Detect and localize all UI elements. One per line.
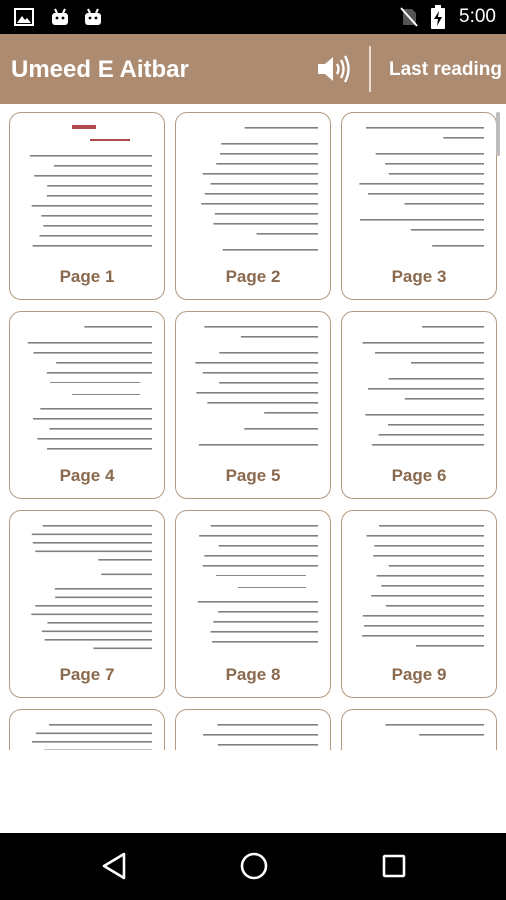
page-card[interactable] <box>175 311 331 499</box>
page-thumbnail-text <box>10 312 165 462</box>
page-thumbnail-text <box>342 511 497 661</box>
recents-icon[interactable] <box>381 851 407 881</box>
page-grid[interactable] <box>0 104 506 750</box>
page-thumbnail-text <box>176 113 331 263</box>
page-card[interactable] <box>9 709 165 750</box>
no-sim-icon <box>400 7 418 27</box>
page-label: Page 6 <box>391 466 447 485</box>
last-reading-button[interactable]: Last reading <box>389 59 502 80</box>
page-thumbnail-text <box>10 113 165 263</box>
page-card[interactable] <box>341 709 497 750</box>
page-thumbnail-text <box>176 511 331 661</box>
page-label: Page 4 <box>59 466 115 485</box>
android-notification-icon <box>50 7 70 27</box>
page-thumbnail-text <box>176 312 331 462</box>
page-card[interactable] <box>175 510 331 698</box>
page-label: Page 8 <box>225 665 281 684</box>
status-time: 5:00 <box>459 6 496 27</box>
page-thumbnail-text <box>342 113 497 263</box>
home-icon[interactable] <box>239 851 269 881</box>
page-thumbnail-text <box>342 312 497 462</box>
back-icon[interactable] <box>100 851 128 881</box>
page-card[interactable] <box>341 311 497 499</box>
page-label: Page 7 <box>59 665 115 684</box>
page-card[interactable] <box>9 510 165 698</box>
image-notification-icon <box>14 8 34 26</box>
android-notification-icon <box>83 7 103 27</box>
page-label: Page 2 <box>225 267 281 286</box>
page-card[interactable] <box>175 709 331 750</box>
page-label: Page 1 <box>59 267 115 286</box>
app-bar-divider <box>369 46 371 92</box>
app-title: Umeed E Aitbar <box>11 56 189 83</box>
page-card[interactable] <box>9 112 165 300</box>
volume-icon[interactable] <box>316 54 352 84</box>
scrollbar[interactable] <box>496 112 500 156</box>
page-card[interactable] <box>341 510 497 698</box>
page-label: Page 9 <box>391 665 447 684</box>
page-card[interactable] <box>9 311 165 499</box>
page-label: Page 3 <box>391 267 447 286</box>
page-thumbnail-text <box>10 511 165 661</box>
navigation-bar <box>0 833 506 900</box>
app-bar <box>0 34 506 104</box>
battery-charging-icon <box>430 5 446 29</box>
page-label: Page 5 <box>225 466 281 485</box>
page-thumbnail-text <box>342 710 497 750</box>
page-card[interactable] <box>341 112 497 300</box>
page-thumbnail-text <box>176 710 331 750</box>
page-thumbnail-text <box>10 710 165 750</box>
status-bar <box>0 0 506 34</box>
page-card[interactable] <box>175 112 331 300</box>
